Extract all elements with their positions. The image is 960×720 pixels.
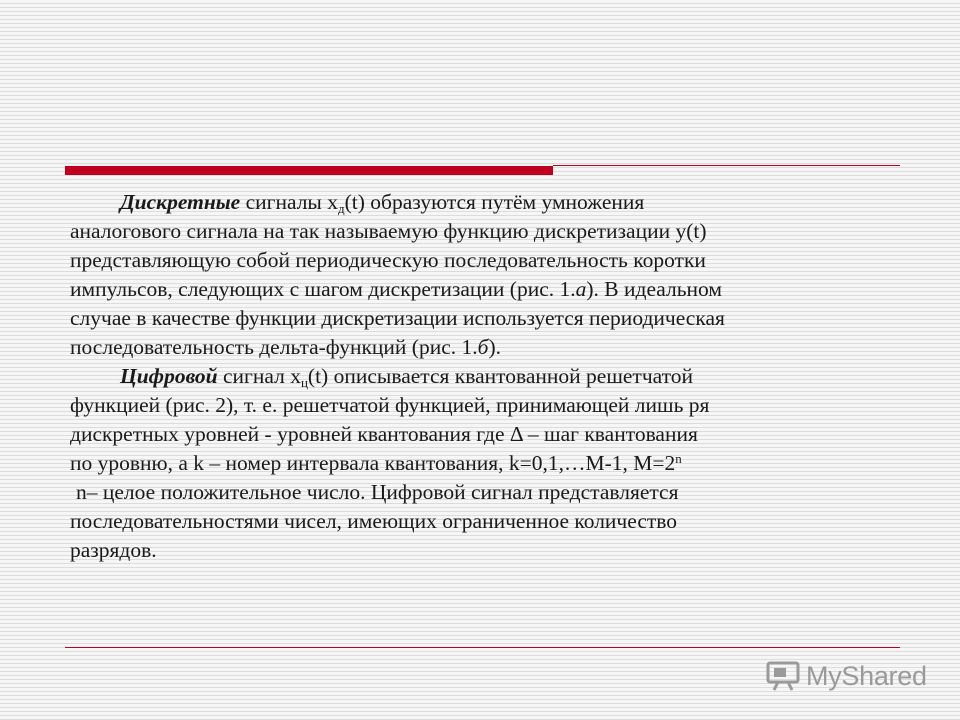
slide-body-text bbox=[70, 188, 910, 565]
text-line bbox=[70, 449, 910, 478]
text-line: дискретных уровней - уровней квантования где Δ – шаг квантования bbox=[70, 422, 698, 446]
presentation-board-icon bbox=[766, 660, 800, 692]
text-fragment: ). В идеальном bbox=[586, 277, 722, 301]
text-fragment: импульсов, следующих с шагом дискретизации (рис. 1. bbox=[70, 277, 576, 301]
text-fragment: (t) образуются путём умножения bbox=[344, 190, 645, 214]
title-accent-bar bbox=[65, 166, 553, 175]
text-fragment: (t) описывается квантованной решетчатой bbox=[307, 364, 693, 388]
text-line: аналогового сигнала на так называемую функцию дискретизации y(t) bbox=[70, 219, 707, 243]
term-discrete: Дискретные bbox=[120, 190, 241, 214]
text-fragment: ). bbox=[488, 335, 502, 359]
text-line: n– целое положительное число. Цифровой сигнал представляется bbox=[76, 480, 679, 504]
myshared-watermark[interactable] bbox=[766, 656, 927, 696]
text-line: случае в качестве функции дискретизации используется периодическая bbox=[70, 306, 725, 330]
top-divider-line bbox=[553, 165, 900, 166]
subscript: д bbox=[338, 201, 345, 216]
text-line: разрядов. bbox=[70, 538, 157, 562]
term-digital: Цифровой bbox=[120, 364, 218, 388]
watermark-text: MyShared bbox=[806, 660, 927, 691]
text-fragment: по уровню, а k – номер интервала квантования, k=0,1,…M-1, M=2 bbox=[70, 451, 676, 475]
text-fragment: сигналы x bbox=[240, 190, 338, 214]
text-line bbox=[70, 275, 910, 304]
text-line: функцией (рис. 2), т. е. решетчатой функцией, принимающей лишь ря bbox=[70, 393, 710, 417]
subscript: ц bbox=[300, 375, 308, 390]
text-line bbox=[70, 362, 910, 391]
text-fragment: сигнал x bbox=[217, 364, 301, 388]
text-line bbox=[70, 188, 910, 217]
bottom-divider-line bbox=[65, 647, 900, 648]
text-line bbox=[70, 333, 910, 362]
text-line: представляющую собой периодическую последовательность коротки bbox=[70, 248, 706, 272]
text-line: последовательностями чисел, имеющих ограниченное количество bbox=[70, 509, 678, 533]
italic-letter: а bbox=[575, 277, 587, 301]
text-fragment: последовательность дельта-функций (рис. 1. bbox=[70, 335, 478, 359]
superscript: n bbox=[675, 451, 682, 466]
italic-letter: б bbox=[477, 335, 489, 359]
